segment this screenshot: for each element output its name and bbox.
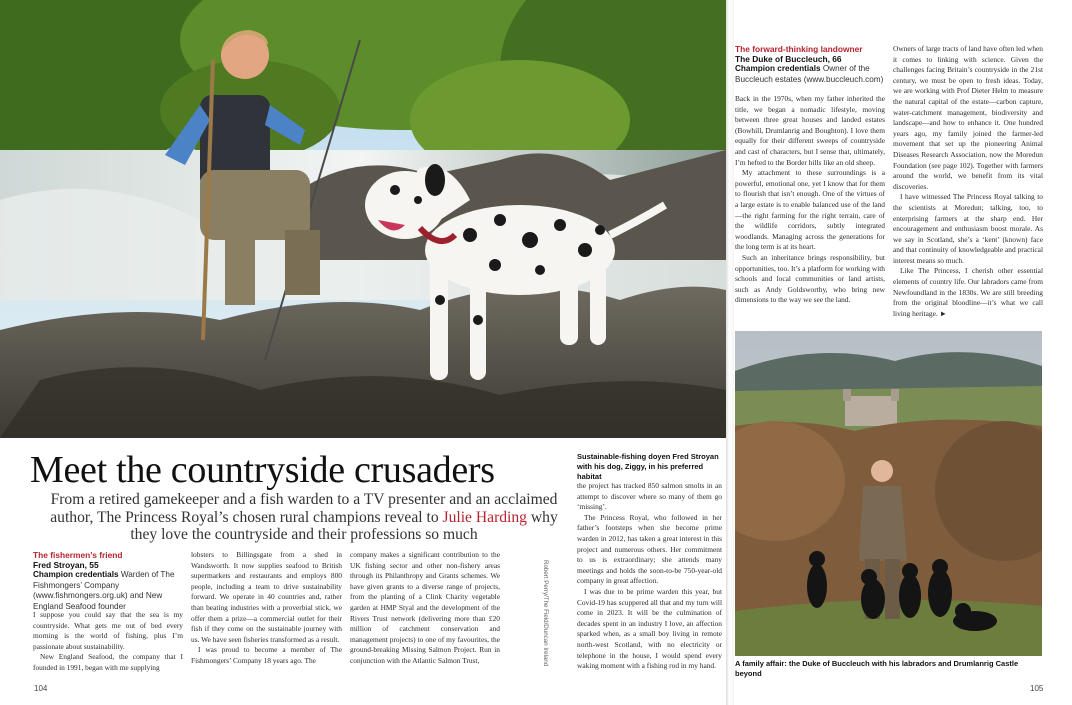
paragraph: lobsters to Billingsgate from a shed in Wandsworth. It now supplies seafood to British supermarkets and restaurants and employs 800 people, including a team to drive sustainability forward. We operate in 40 countries and, rather than beating industries with a proverbial stick, we offer them a prize—a commercial outlet for their fish if they come on the sustainable journey with us. We have seen fisheries transformed as a result. <box>191 550 342 644</box>
paragraph: I suppose you could say that the sea is my countryside. What gets me out of bed every morning is the world of fishing, plus I’m passionate about sustainability. <box>33 610 183 651</box>
profile-kicker: The forward-thinking landowner <box>735 44 863 54</box>
standfirst-text: From a retired gamekeeper and a fish warden to a TV presenter and an acclaimed author, The Princess Royal’s chosen rural champions reveal to <box>50 491 558 526</box>
cred-text: Warden of The Fishmongers’ Company (www.fishmongers.org.uk) and New England Seafood founder <box>33 570 175 611</box>
paragraph: I was due to be prime warden this year, but Covid-19 has scuppered all that and my turn will come in 2023. It will be the culmination of decades spent in an industry I love, an affection sparked when, as a small boy living in remote north-west Scotland, with no electricity or telephone in the house, I would spend every waking moment with a fishing rod in my hand. <box>577 586 722 671</box>
profile-name: Fred Stroyan, 55 <box>33 560 99 570</box>
article-column-4 <box>577 481 722 672</box>
profile-duke-of-buccleuch <box>735 44 885 85</box>
page-number-right: 105 <box>1030 684 1044 693</box>
paragraph: the project has tracked 850 salmon smolts in an attempt to discover where so many of them go ‘missing’. <box>577 481 722 512</box>
paragraph: I was proud to become a member of The Fishmongers’ Company 18 years ago. The <box>191 645 342 665</box>
paragraph: Owners of large tracts of land have often led when it comes to linking with science. Given the challenges facing Britain’s countryside in the 21st century, we must be open to fresh ideas. Today, we are working with Prof Dieter Helm to measure the natural capital of the estate—carbon capture, water-catchment management, biodiversity and landscape—and how to enhance it. One hundred years ago, my family joined the farmer-led movement that set up the pioneering Animal Diseases Research Association, now the Moredun Foundation (see page 102). Together with farmers around the world, we benefit from its vital discoveries. <box>893 44 1043 191</box>
photo-credit: Robert Perry/The Field/Duncan Ireland <box>542 560 549 667</box>
paragraph: New England Seafood, the company that I founded in 1991, began with me supplying <box>33 652 183 672</box>
paragraph: The Princess Royal, who followed in her father’s footsteps when she become prime warden in 2012, has taken a great interest in this project and numerous others. Her commitment to us is extraordinary; she attends many meetings and holds the soon-to-be 750-year-old company in great affection. <box>577 512 722 586</box>
profile-fred-stroyan <box>33 550 183 612</box>
profile-credentials <box>33 570 183 612</box>
paragraph: Like The Princess, I cherish other essential elements of country life. Our labradors came from Newfoundland in the 1830s. We are still breeding from the original bloodline—it’s what we call living heritage. ► <box>893 266 1043 318</box>
paragraph: Back in the 1970s, when my father inherited the title, we began a nomadic lifestyle, moving between three great houses and landed estates (Bowhill, Drumlanrig and Boughton). I love them equally for their different sweeps of countryside and cast of characters, but I sense that, ultimately, I’m hefted to the Border hills like an old sheep. <box>735 94 885 167</box>
article-column-2 <box>191 550 342 667</box>
page-gutter <box>726 0 734 705</box>
article-column-3 <box>350 550 500 667</box>
standfirst <box>44 491 564 544</box>
standfirst-text-end: why they love the countryside and their professions so much <box>130 508 558 543</box>
paragraph: Such an inheritance brings responsibility, but opportunities, too. It’s a platform for working with schools and local communities or land artists, such as Andy Goldsworthy, who bring new dimensions to the way we see the land. <box>735 252 885 305</box>
author-name: Julie Harding <box>442 508 527 526</box>
profile-credentials <box>735 64 885 85</box>
paragraph: I have witnessed The Princess Royal talking to the scientists at Moredun; talking, too, to enterprising farmers at the sharp end. Her encouragement and enthusiasm boost morale. As we say in Scotland, she’s a ‘kent’ (known) face and that continuity of knowledgeable and practical interest means so much. <box>893 192 1043 265</box>
article-column-6 <box>893 44 1043 319</box>
photo-caption-duke <box>735 659 1045 679</box>
cred-text: Owner of the Buccleuch estates (www.buccleuch.com) <box>735 64 884 84</box>
headline: Meet the countryside crusaders <box>30 449 495 491</box>
profile-name: The Duke of Buccleuch, 66 <box>735 54 842 64</box>
profile-kicker: The fishermen’s friend <box>33 550 123 560</box>
duke-photo <box>735 331 1042 656</box>
paragraph: company makes a significant contribution to the UK fishing sector and other non-fishery areas through its Philanthropy and Grants schemes. We have given grants to a diverse range of projects, from the planting of a Clink Charity vegetable garden at HMP Styal and the development of the Rivers Trust network (delivering more than £20 million of catchment conservation and management projects) to one of my favourites, the ground-breaking Missing Salmon Project. Run in conjunction with the Atlantic Salmon Trust, <box>350 550 500 665</box>
cred-label: Champion credentials <box>33 570 119 579</box>
article-column-5 <box>735 94 885 306</box>
article-column-1 <box>33 610 183 674</box>
caption-text: A family affair: the Duke of Buccleuch with his labradors and Drumlanrig Castle beyond <box>735 659 1019 678</box>
paragraph: My attachment to these surroundings is a powerful, emotional one, yet I know that for them to flourish that isn’t enough. One of the virtues of a large estate is to enable balanced use of the land—the right farming for the right terrain, care of the wildlife corridors, subtly integrated woodlands. Managing across the generations for the long term is at its heart. <box>735 168 885 252</box>
page-number-left: 104 <box>34 684 48 693</box>
cred-label: Champion credentials <box>735 64 821 73</box>
fisherman-photo <box>0 0 726 438</box>
photo-caption-fisherman <box>577 452 722 482</box>
caption-text: Sustainable-fishing doyen Fred Stroyan with his dog, Ziggy, in his preferred habitat <box>577 452 719 481</box>
